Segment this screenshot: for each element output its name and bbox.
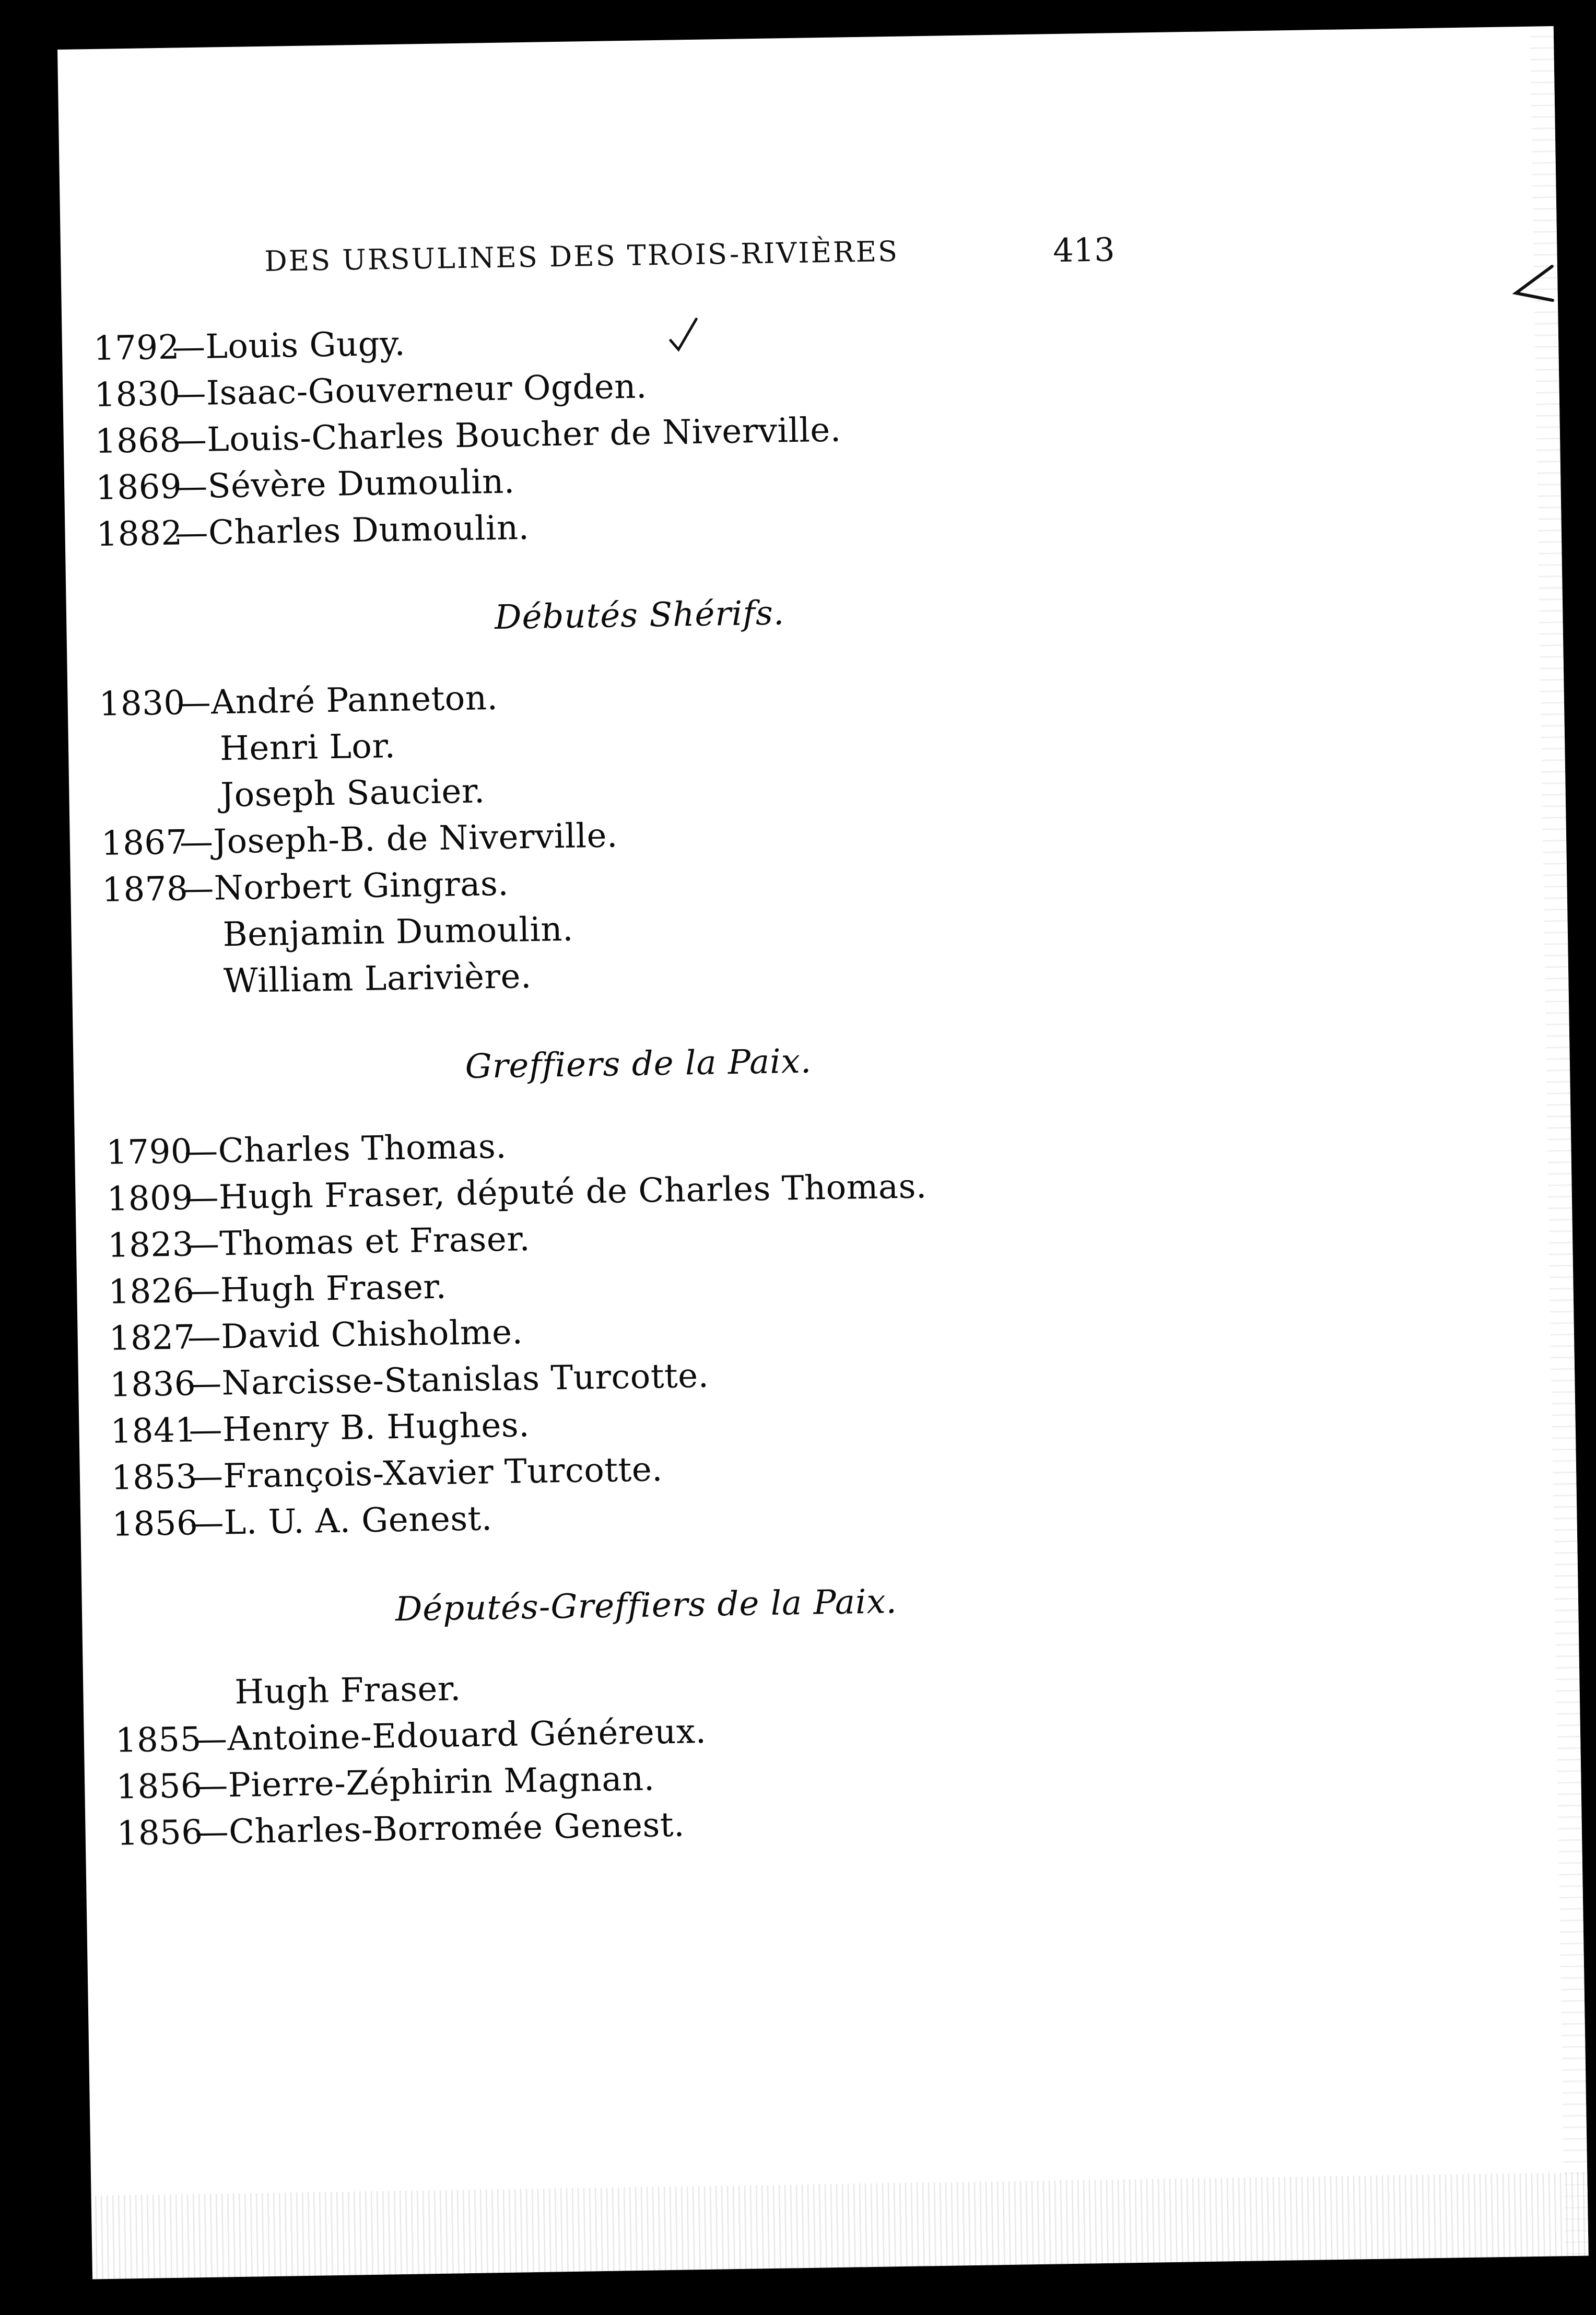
entry-text: —Charles Dumoulin. (174, 508, 530, 553)
entry-text: —Pierre-Zéphirin Magnan. (194, 1759, 655, 1806)
entry-text: —Isaac-Gouverneur Ogden. (172, 367, 648, 414)
entry-text: —L. U. A. Genest. (190, 1499, 493, 1543)
entry-text: —Henry B. Hughes. (188, 1406, 530, 1450)
entry-year: 1809 (107, 1179, 194, 1219)
entry-year: 1855 (115, 1720, 202, 1760)
entry-text: —Charles-Borromée Genest. (195, 1805, 685, 1852)
running-head: DES URSULINES DES TROIS-RIVIÈRES (264, 234, 899, 278)
page-edge-shadow (1530, 26, 1589, 2256)
entry-text: Benjamin Dumoulin. (222, 910, 574, 955)
entry-year: 1792 (93, 328, 180, 368)
entry-year: 1836 (109, 1365, 196, 1405)
page-content (93, 306, 1370, 1857)
entry-text: Hugh Fraser. (234, 1670, 462, 1712)
entry-text: —Antoine-Edouard Généreux. (193, 1712, 707, 1759)
entry-year: 1878 (101, 869, 189, 910)
entry-year: 1826 (108, 1272, 195, 1312)
entry-text: —François-Xavier Turcotte. (189, 1450, 663, 1497)
section-heading: Greffiers de la Paix. (465, 1042, 812, 1086)
entry-text: —Charles Thomas. (184, 1127, 507, 1171)
entry-text: William Larivière. (223, 957, 532, 1001)
entry-text: —Narcisse-Stanislas Turcotte. (187, 1356, 709, 1404)
book-page (57, 26, 1589, 2279)
entry-text: —Sévère Dumoulin. (173, 462, 515, 507)
entry-year: 1841 (110, 1411, 197, 1451)
page-number: 413 (1052, 230, 1116, 270)
entry-year: 1790 (105, 1132, 193, 1172)
entry-year: 1830 (93, 374, 181, 415)
entry-year: 1869 (95, 467, 182, 508)
entry-text: —Thomas et Fraser. (185, 1220, 531, 1264)
section-deputes-greffiers (113, 1571, 1370, 1858)
section-heading: Débutés Shérifs. (494, 594, 785, 637)
entry-year: 1827 (109, 1318, 196, 1358)
entry-year: 1856 (111, 1504, 198, 1544)
entry-year: 1856 (115, 1767, 203, 1807)
entry-year: 1823 (107, 1225, 194, 1265)
section-heading: Députés-Greffiers de la Paix. (395, 1582, 898, 1629)
entry-text: —Hugh Fraser. (186, 1267, 447, 1311)
entry-text: Joseph Saucier. (220, 772, 486, 815)
entry-text: —Louis-Charles Boucher de Niverville. (173, 410, 842, 460)
entry-year: 1853 (111, 1458, 198, 1498)
scan-noise-bottom (91, 2172, 1589, 2279)
margin-bracket-mark (1500, 261, 1558, 325)
entry-text: —André Panneton. (177, 678, 498, 723)
entry-text: —David Chisholme. (187, 1313, 523, 1357)
entry-year: 1856 (116, 1813, 204, 1853)
entry-year: 1868 (95, 421, 182, 461)
entry-text: —Louis Gugy. (171, 324, 406, 367)
entry-year: 1882 (96, 514, 183, 554)
entry-year: 1867 (101, 823, 188, 863)
section-deputes-sherifs (98, 581, 1357, 1007)
entry-text: —Joseph-B. de Niverville. (179, 816, 618, 862)
entry-text: —Hugh Fraser, député de Charles Thomas. (184, 1167, 928, 1218)
entry-list (93, 306, 1350, 558)
section-intro (93, 306, 1350, 558)
section-greffiers (104, 1030, 1366, 1548)
entry-text: —Norbert Gingras. (180, 864, 509, 909)
entry-text: Henri Lor. (219, 727, 396, 769)
entry-year: 1830 (99, 684, 186, 724)
